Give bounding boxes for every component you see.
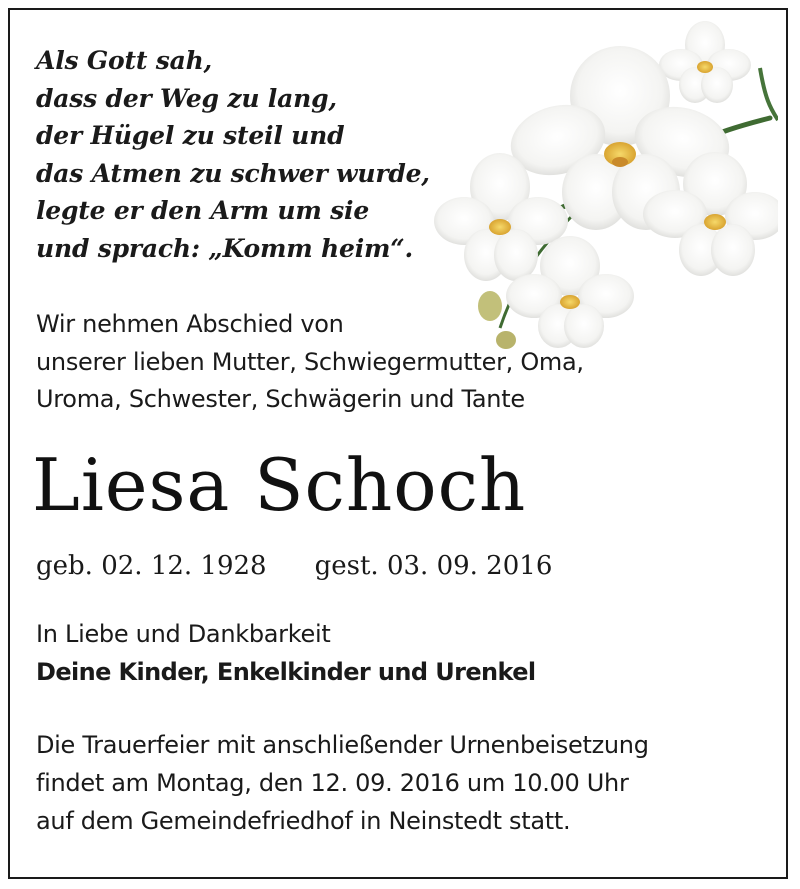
death-date: gest. 03. 09. 2016 (314, 551, 553, 581)
intro-line: Wir nehmen Abschied von (36, 310, 344, 338)
mourners-names: Deine Kinder, Enkelkinder und Urenkel (36, 657, 536, 686)
service-line: auf dem Gemeindefriedhof in Neinstedt statt. (36, 807, 571, 835)
poem-line: das Atmen zu schwer wurde, (36, 158, 430, 188)
poem-line: legte er den Arm um sie (36, 196, 370, 226)
service-line: Die Trauerfeier mit anschließender Urnenbeisetzung (36, 731, 649, 759)
deceased-name: Liesa Schoch (32, 443, 527, 527)
poem (36, 42, 430, 268)
life-dates (36, 546, 552, 586)
birth-date: geb. 02. 12. 1928 (36, 551, 267, 581)
intro-line: unserer lieben Mutter, Schwiegermutter, Oma, (36, 347, 584, 376)
mourners-intro: In Liebe und Dankbarkeit (36, 620, 331, 648)
service-info (36, 726, 649, 840)
service-line: findet am Montag, den 12. 09. 2016 um 10.00 Uhr (36, 769, 629, 797)
intro-line: Uroma, Schwester, Schwägerin und Tante (36, 385, 525, 413)
farewell-intro (36, 306, 584, 419)
mourners-block (36, 616, 536, 691)
poem-line: Als Gott sah, (36, 46, 213, 75)
poem-line: der Hügel zu steil und (36, 121, 345, 151)
poem-line: und sprach: „Komm heim“. (36, 233, 413, 263)
poem-line: dass der Weg zu lang, (36, 83, 337, 113)
